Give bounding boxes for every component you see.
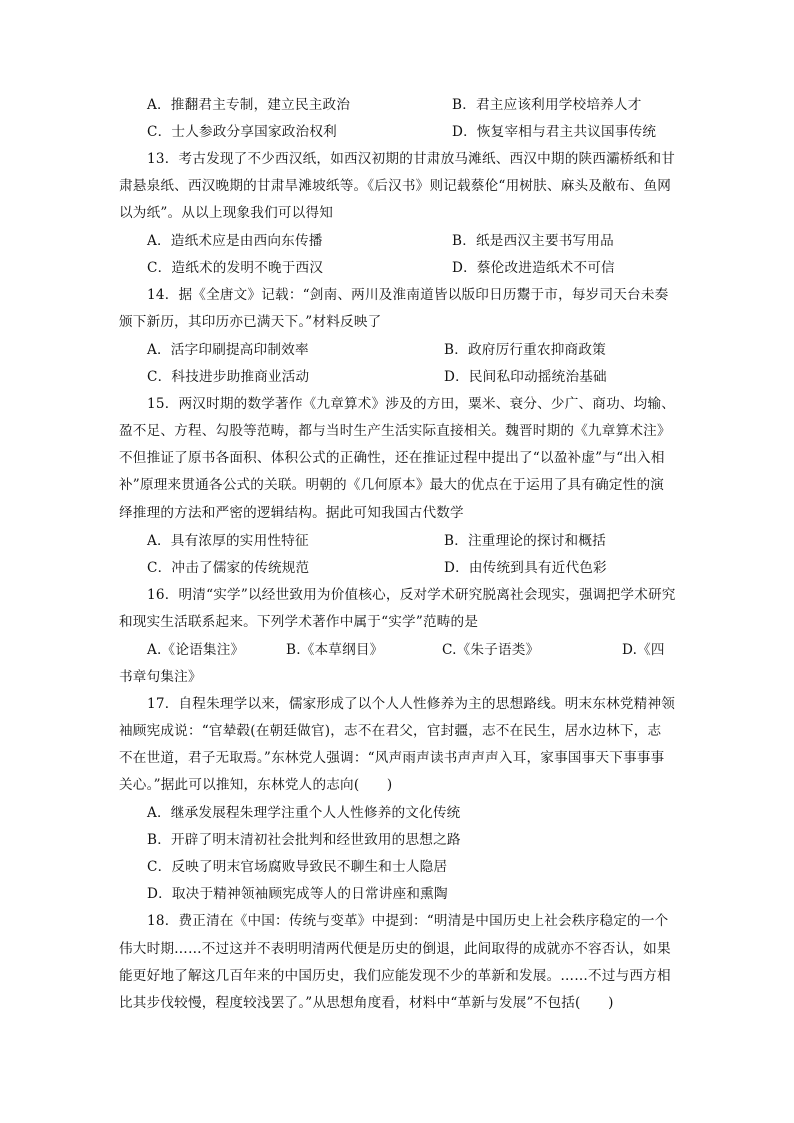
q16-option-d-continued: 书章句集注》 [119, 669, 202, 685]
q16-option-b: B.《本草纲目》 [286, 642, 384, 658]
q18-stem-line-2: 伟大时期……不过这并不表明明清两代便是历史的倒退，此间取得的成就亦不容否认，如果 [119, 941, 671, 957]
q15-stem-line-5: 绎推理的方法和严密的逻辑结构。据此可知我国古代数学 [119, 505, 464, 521]
q17-option-c: C．反映了明末官场腐败导致民不聊生和士人隐居 [147, 859, 448, 875]
q15-option-b: B．注重理论的探讨和概括 [444, 533, 606, 549]
q12-option-b: B．君主应该利用学校培养人才 [452, 97, 642, 113]
q18-stem-line-4: 比其步伐较慢，程度较浅罢了。”从思想角度看，材料中“革新与发展”不包括( ) [119, 995, 614, 1011]
q16-option-a: A.《论语集注》 [147, 642, 245, 658]
q15-option-a: A．具有浓厚的实用性特征 [147, 533, 309, 549]
q18-stem-line-3: 能更好地了解这几百年来的中国历史，我们应能发现不少的革新和发展。……不过与西方相 [119, 968, 671, 984]
q13-option-a: A．造纸术应是由西向东传播 [147, 233, 323, 249]
q13-stem-line-3: 以为纸”。从以上现象我们可以得知 [119, 205, 334, 221]
q17-option-a: A．继承发展程朱理学注重个人人性修养的文化传统 [147, 805, 461, 821]
q12-option-a: A．推翻君主专制，建立民主政治 [147, 97, 351, 113]
q16-stem-line-2: 和现实生活联系起来。下列学术著作中属于“实学”范畴的是 [119, 614, 479, 630]
q15-stem-line-2: 盈不足、方程、勾股等范畴，都与当时生产生活实际直接相关。魏晋时期的《九章算术注》 [119, 423, 671, 439]
q16-option-c: C.《朱子语类》 [442, 642, 540, 658]
q17-stem-line-4: 关心。”据此可以推知，东林党人的志向( ) [119, 777, 393, 793]
q15-option-d: D．由传统到具有近代色彩 [444, 560, 607, 576]
q14-option-d: D．民间私印动摇统治基础 [444, 369, 607, 385]
q14-option-a: A．活字印刷提高印制效率 [147, 342, 309, 358]
q15-stem-line-3: 不但推证了原书各面积、体积公式的正确性，还在推证过程中提出了“以盈补虚”与“出入相 [119, 450, 665, 466]
q14-option-c: C．科技进步助推商业活动 [147, 369, 310, 385]
q16-option-d: D.《四 [622, 642, 665, 658]
q14-stem-line-2: 颁下新历，其印历亦已满天下。”材料反映了 [119, 314, 382, 330]
q12-option-d: D．恢复宰相与君主共议国事传统 [452, 124, 657, 140]
q15-option-c: C．冲击了儒家的传统规范 [147, 560, 310, 576]
q14-option-b: B．政府厉行重农抑商政策 [444, 342, 606, 358]
q17-stem-line-1: 17．自程朱理学以来，儒家形成了以个人人性修养为主的思想路线。明末东林党精神领 [147, 696, 676, 712]
q13-stem-line-2: 肃悬泉纸、西汉晚期的甘肃旱滩坡纸等。《后汉书》则记载蔡伦“用树肤、麻头及敝布、鱼网 [119, 178, 672, 194]
q17-option-d: D．取决于精神领袖顾宪成等人的日常讲座和熏陶 [147, 886, 448, 902]
q12-option-c: C．士人参政分享国家政治权利 [147, 124, 337, 140]
q18-stem-line-1: 18．费正清在《中国：传统与变革》中提到：“明清是中国历史上社会秩序稳定的一个 [147, 913, 669, 929]
q13-option-d: D．蔡伦改进造纸术不可信 [452, 260, 615, 276]
q13-option-b: B．纸是西汉主要书写用品 [452, 233, 614, 249]
q17-stem-line-2: 袖顾宪成说：“官辇毂(在朝廷做官)，志不在君父，官封疆，志不在民生，居水边林下，志 [119, 723, 662, 739]
q15-stem-line-4: 补”原理来贯通各公式的关联。明朝的《几何原本》最大的优点在于运用了具有确定性的演 [119, 477, 665, 493]
q17-stem-line-3: 不在世道，君子无取焉。”东林党人强调：“风声雨声读书声声声入耳，家事国事天下事事事 [119, 750, 665, 766]
q17-option-b: B．开辟了明末清初社会批判和经世致用的思想之路 [147, 832, 461, 848]
q13-option-c: C．造纸术的发明不晚于西汉 [147, 260, 324, 276]
q15-stem-line-1: 15．两汉时期的数学著作《九章算术》涉及的方田，粟米、衰分、少广、商功、均输、 [147, 396, 676, 412]
q16-stem-line-1: 16．明清“实学”以经世致用为价值核心，反对学术研究脱离社会现实，强调把学术研究 [147, 587, 676, 603]
q14-stem-line-1: 14．据《全唐文》记载：“剑南、两川及淮南道皆以版印日历鬻于市，每岁司天台未奏 [147, 287, 669, 303]
q13-stem-line-1: 13．考古发现了不少西汉纸，如西汉初期的甘肃放马滩纸、西汉中期的陕西灞桥纸和甘 [147, 151, 676, 167]
